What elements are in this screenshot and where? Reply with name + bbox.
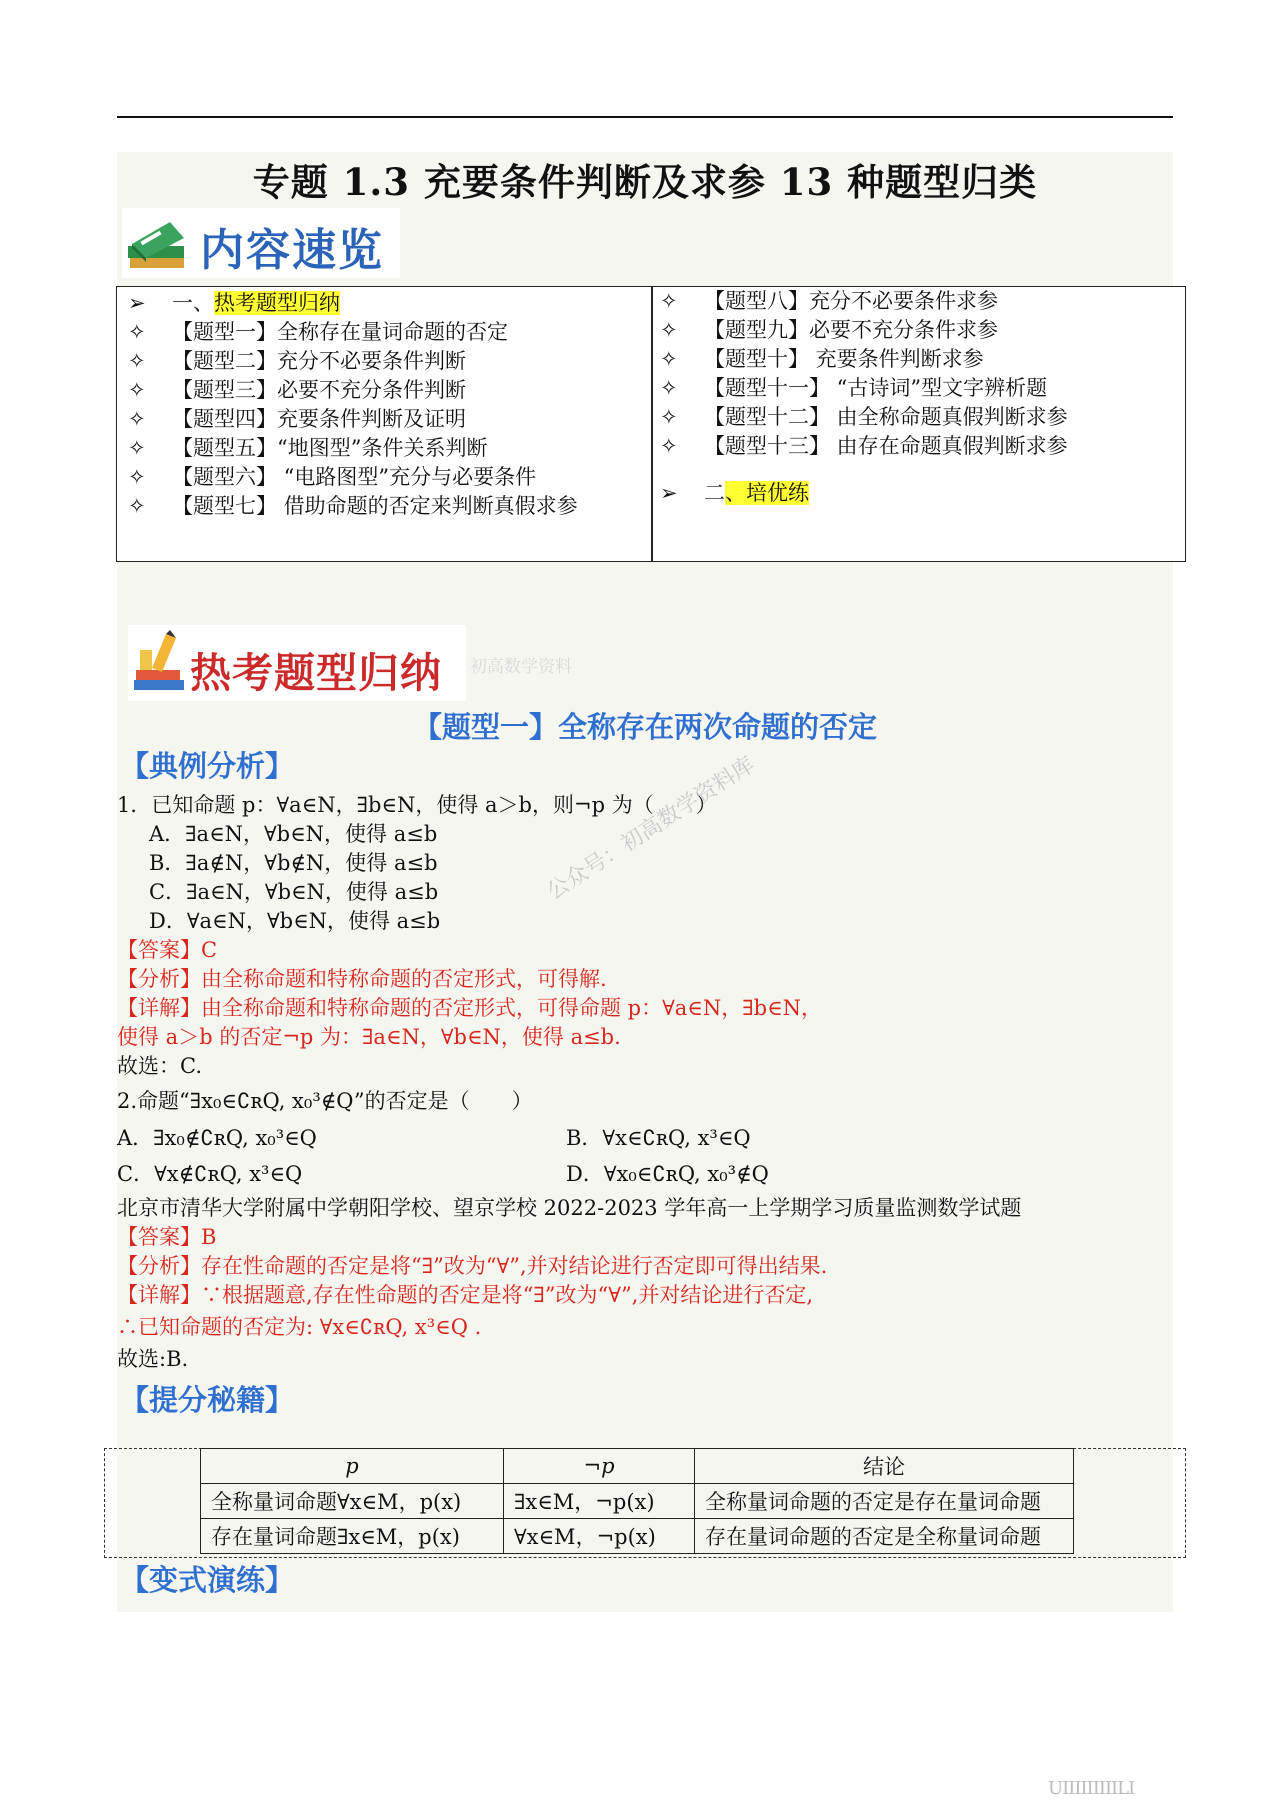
option-d: D．∀x₀∈∁ʀQ, x₀³∉Q (566, 1162, 769, 1186)
option-b: B．∀x∈∁ʀQ, x³∈Q (566, 1126, 751, 1150)
toc-item[interactable]: ✧ 【题型七】 借助命题的否定来判断真假求参 (128, 494, 578, 518)
option-c: C．∀x∉∁ʀQ, x³∈Q (117, 1162, 303, 1186)
analysis: 【分析】由全称命题和特称命题的否定形式，可得解. (117, 967, 607, 991)
choice: 故选:B. (117, 1347, 189, 1371)
table-header: ¬p (504, 1449, 695, 1484)
books-icon (126, 216, 188, 272)
table-header: 结论 (695, 1449, 1074, 1484)
diagonal-watermark: 公众号：初高数学资料库 (542, 752, 760, 906)
toc-item[interactable]: ✧ 【题型一】全称存在量词命题的否定 (128, 320, 508, 344)
table-cell: 存在量词命题的否定是全称量词命题 (695, 1519, 1074, 1554)
toc-item[interactable]: ✧ 【题型十三】 由存在命题真假判断求参 (660, 434, 1068, 458)
section-title: 【题型一】全称存在两次命题的否定 (412, 710, 877, 744)
corner-mark: UIIIIIIIIILI (1048, 1778, 1135, 1799)
table-header-row (201, 1449, 1074, 1484)
table-row (201, 1484, 1074, 1519)
toc-right-column (660, 287, 1068, 508)
practice-heading: 【变式演练】 (120, 1563, 295, 1597)
table-cell: 全称量词命题∀x∈M，p(x) (201, 1484, 504, 1519)
detail-cont: 使得 a＞b 的否定¬p 为：∃a∈N，∀b∈N，使得 a≤b. (117, 1025, 621, 1049)
choice: 故选：C. (117, 1054, 202, 1078)
detail: 【详解】∵根据题意,存在性命题的否定是将“∃”改为“∀”,并对结论进行否定, (117, 1283, 814, 1307)
option-a: A．∃x₀∉∁ʀQ, x₀³∈Q (117, 1126, 317, 1150)
example-heading: 【典例分析】 (120, 749, 295, 783)
option-d: D．∀a∈N，∀b∈N，使得 a≤b (149, 909, 441, 933)
toc-item[interactable]: ✧ 【题型八】充分不必要条件求参 (660, 289, 998, 313)
table-cell: 存在量词命题∃x∈M，p(x) (201, 1519, 504, 1554)
question-2-stem: 2.命题“∃x₀∈∁ʀQ, x₀³∉Q”的否定是（ ） (117, 1089, 533, 1113)
toc-item[interactable]: ✧ 【题型十二】 由全称命题真假判断求参 (660, 405, 1068, 429)
table-cell: ∀x∈M，¬p(x) (504, 1519, 695, 1554)
toc-item[interactable]: ✧ 【题型五】“地图型”条件关系判断 (128, 436, 488, 460)
toc-item[interactable]: ✧ 【题型四】充要条件判断及证明 (128, 407, 466, 431)
page-title: 专题 1.3 充要条件判断及求参 13 种题型归类 (252, 160, 1038, 204)
table-row (201, 1519, 1074, 1554)
toc-item[interactable]: ✧ 【题型九】必要不充分条件求参 (660, 318, 998, 342)
contents-banner-title: 内容速览 (200, 225, 384, 276)
pencil-books-icon (132, 630, 190, 696)
option-a: A．∃a∈N，∀b∈N，使得 a≤b (149, 822, 438, 846)
toc-item[interactable]: ✧ 【题型二】充分不必要条件判断 (128, 349, 466, 373)
toc-item[interactable]: ✧ 【题型十】 充要条件判断求参 (660, 347, 984, 371)
hot-topics-banner-title: 热考题型归纳 (190, 649, 442, 697)
table-cell: 全称量词命题的否定是存在量词命题 (695, 1484, 1074, 1519)
question-1 (117, 791, 822, 1081)
detail: 【详解】由全称命题和特称命题的否定形式，可得命题 p：∀a∈N，∃b∈N， (117, 996, 822, 1020)
tips-table (200, 1448, 1074, 1554)
analysis: 【分析】存在性命题的否定是将“∃”改为“∀”,并对结论进行否定即可得出结果. (117, 1254, 828, 1278)
answer: 【答案】B (117, 1225, 217, 1249)
source: 北京市清华大学附属中学朝阳学校、望京学校 2022-2023 学年高一上学期学习质量监测数学试题 (117, 1196, 1022, 1220)
header-rule (117, 116, 1173, 118)
option-b: B．∃a∉N，∀b∉N，使得 a≤b (149, 851, 438, 875)
toc-item[interactable]: ➢ 一、热考题型归纳 (128, 291, 340, 315)
toc-item[interactable]: ✧ 【题型六】 “电路图型”充分与必要条件 (128, 465, 537, 489)
table-header: p (201, 1449, 504, 1484)
toc-item[interactable]: ✧ 【题型十一】 “古诗词”型文字辨析题 (660, 376, 1048, 400)
detail-cont: ∴已知命题的否定为: ∀x∈∁ʀQ, x³∈Q . (117, 1315, 482, 1339)
toc-divider (651, 286, 653, 562)
tips-heading: 【提分秘籍】 (120, 1383, 295, 1417)
option-c: C．∃a∈N，∀b∈N，使得 a≤b (149, 880, 439, 904)
toc-item[interactable]: ➢ 二、培优练 (660, 481, 809, 505)
question-stem: 1．已知命题 p：∀a∈N，∃b∈N，使得 a＞b，则¬p 为（ ） (117, 793, 717, 817)
question-2-solution (117, 1194, 1021, 1374)
table-cell: ∃x∈M，¬p(x) (504, 1484, 695, 1519)
faint-watermark: 初高数学资料 (470, 657, 572, 677)
toc-item[interactable]: ✧ 【题型三】必要不充分条件判断 (128, 378, 466, 402)
toc-left-column (128, 289, 578, 521)
answer: 【答案】C (117, 938, 218, 962)
